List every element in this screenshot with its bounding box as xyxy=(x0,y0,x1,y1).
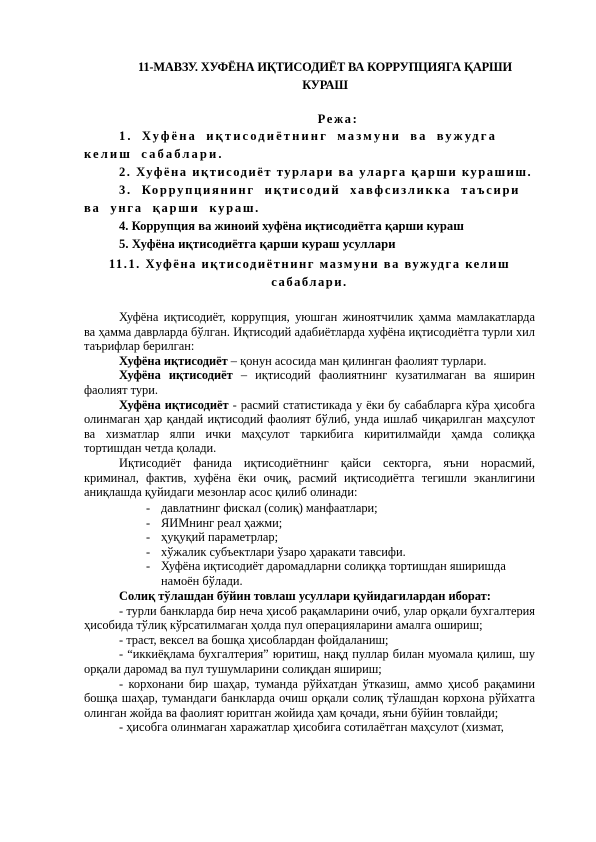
plan-item-1: 1. Хуфёна иқтисодиётнинг мазмуни ва вужудга келиш сабаблари. xyxy=(84,129,497,161)
bullet-dash: - xyxy=(146,501,151,515)
definition-1 xyxy=(84,354,535,369)
plan-item-3: 3. Коррупциянинг иқтисодий хавфсизликка таъсири ва унга қарши кураш. xyxy=(84,183,521,215)
plan-heading: Режа: xyxy=(317,112,359,126)
method-item: - турли банкларда бир неча ҳисоб рақамларини очиб, улар орқали бухгалтерия ҳисобида тўлиқ кўрсатилмаган ҳолда пул операцияларини амалга ошириш; xyxy=(84,603,535,633)
list-item xyxy=(84,516,535,531)
methods-heading: Солиқ тўлашдан бўйин товлаш усуллари қуйидагилардан иборат: xyxy=(119,589,491,603)
list-item-text: ЯИМнинг реал ҳажми; xyxy=(161,515,283,530)
methods-section xyxy=(84,589,535,735)
list-item xyxy=(84,501,535,516)
plan-list xyxy=(84,127,535,253)
section-title: 11.1. Хуфёна иқтисодиётнинг мазмуни ва вужудга келиш сабаблари. xyxy=(108,257,511,289)
topic-title-line-2: КУРАШ xyxy=(302,78,348,92)
list-item xyxy=(84,545,535,560)
definition-2-term: Хуфёна иқтисодиёт xyxy=(119,368,233,383)
definition-3-term: Хуфёна иқтисодиёт xyxy=(119,397,229,412)
criteria-paragraph: Иқтисодиёт фанида иқтисодиётнинг қайси секторга, яъни норасмий, криминал, фактив, хуфёна ёки очиқ, расмий иқтисодиётга тегишли эканлигини аниқлашда қуйидаги мезонлар асос қилиб олинади: xyxy=(84,455,535,500)
plan-item-4: 4. Коррупция ва жиноий хуфёна иқтисодиётга қарши кураш xyxy=(119,219,464,233)
list-item-text: Хуфёна иқтисодиёт даромадларни солиққа тортишдан яширишда намоён бўлади. xyxy=(161,559,506,588)
definition-3 xyxy=(84,398,535,456)
list-item-text: давлатнинг фискал (солиқ) манфаатлари; xyxy=(161,501,378,515)
bullet-dash: - xyxy=(146,544,151,559)
plan-item-2: 2. Хуфёна иқтисодиёт турлари ва уларга қарши курашиш. xyxy=(119,165,533,179)
plan-item-5: 5. Хуфёна иқтисодиётга қарши кураш усуллари xyxy=(119,237,396,251)
list-item-text: ҳуқуқий параметрлар; xyxy=(161,530,279,545)
list-item xyxy=(84,559,535,588)
bullet-dash: - xyxy=(146,515,151,530)
topic-title xyxy=(100,58,550,94)
criteria-list xyxy=(84,501,535,589)
method-item: - “иккиёқлама бухгалтерия” юритиш, нақд пуллар билан муомала қилиш, шу орқали даромад ва пул тушумларини солиқдан яшириш; xyxy=(84,647,535,676)
list-item-text: хўжалик субъектлари ўзаро ҳаракати тавсифи. xyxy=(161,544,406,559)
method-item: - ҳисобга олинмаган харажатлар ҳисобига сотилаётган маҳсулот (хизмат, xyxy=(119,720,504,735)
definition-2-text: – иқтисодий фаолиятнинг кузатилмаган ва яширин фаолият тури. xyxy=(84,368,536,397)
bullet-dash: - xyxy=(146,559,151,574)
definition-1-term: Хуфёна иқтисодиёт xyxy=(119,353,228,368)
bullet-dash: - xyxy=(146,530,151,545)
body-text xyxy=(84,310,535,500)
method-item: - траст, вексел ва бошқа ҳисоблардан фойдаланиш; xyxy=(119,632,389,647)
intro-paragraph: Хуфёна иқтисодиёт, коррупция, уюшган жиноятчилик ҳамма мамлакатларда ва ҳамма даврларда бўлган. Иқтисодий адабиётларда хуфёна иқтисодиётга турли хил таърифлар берилган: xyxy=(84,310,535,354)
topic-title-line-1: 11-МАВЗУ. ХУФЁНА ИҚТИСОДИЁТ ВА КОРРУПЦИЯГА ҚАРШИ xyxy=(138,60,512,74)
definition-3-text: - расмий статистикада у ёки бу сабабларга кўра ҳисобга олинмаган ҳар қандай иқтисодий фаолият бўлиб, унда ишлаб чиқарилган маҳсулот ва хизматлар ялпи ички маҳсулот таркибига киритилмайди ҳамда солиққа тортишдан четда қолади. xyxy=(84,397,535,456)
method-item: - корхонани бир шаҳар, туманда рўйхатдан ўтказиш, аммо ҳисоб рақамини бошқа шаҳар, тумандаги банкларда очиш орқали солиқ тўлашдан корхона рўйхатга олинган жойда ва фаолият юритган жойида ҳам қочади, яъни бўйин товлайди; xyxy=(84,676,535,720)
list-item xyxy=(84,530,535,545)
definition-1-text: – қонун асосида ман қилинган фаолият турлари. xyxy=(227,353,487,368)
definition-2 xyxy=(84,368,535,397)
